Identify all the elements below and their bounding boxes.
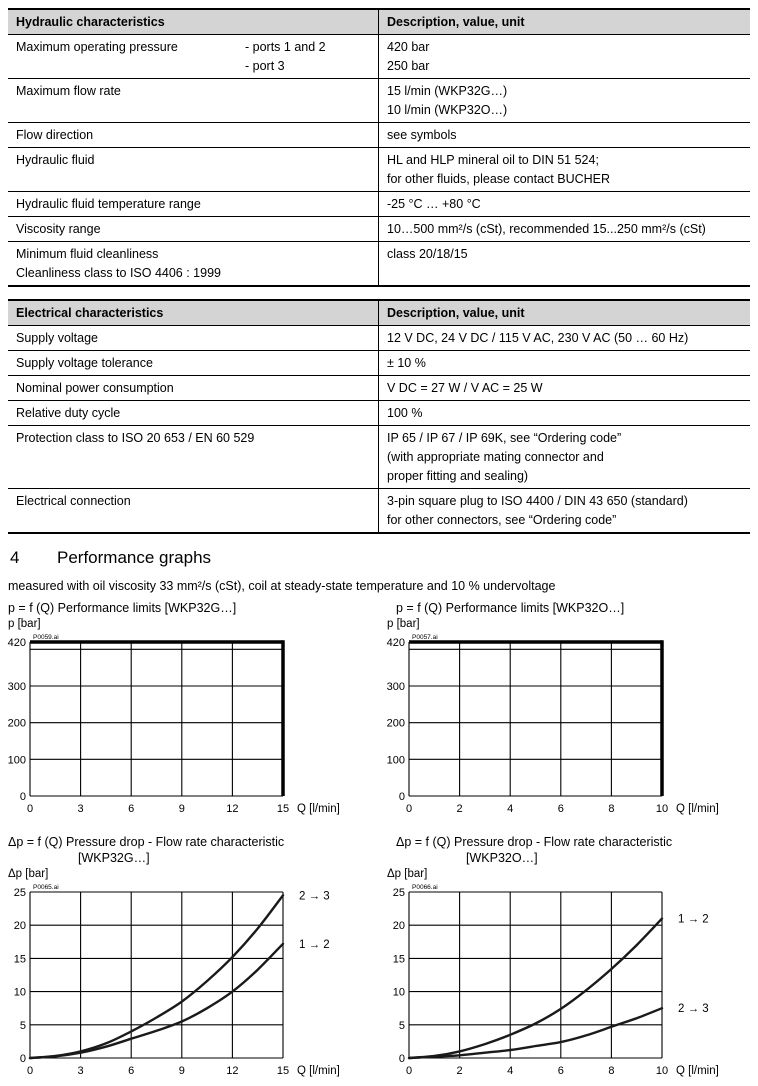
cell-line: Description, value, unit bbox=[387, 305, 525, 320]
y-tick-label: 15 bbox=[13, 953, 26, 966]
x-tick-label: 12 bbox=[226, 1065, 239, 1077]
row-label bbox=[8, 351, 378, 375]
hydraulic-characteristics-table bbox=[8, 8, 750, 287]
row-label bbox=[8, 123, 378, 147]
cell-line: class 20/18/15 bbox=[387, 246, 468, 261]
x-tick-label: 2 bbox=[456, 1065, 463, 1077]
y-tick-label: 100 bbox=[7, 754, 26, 767]
x-tick-label: 8 bbox=[608, 803, 615, 815]
cell-line: HL and HLP mineral oil to DIN 51 524; bbox=[387, 152, 599, 167]
x-tick-label: 2 bbox=[456, 803, 463, 815]
row-value bbox=[378, 123, 750, 147]
y-tick-label: 5 bbox=[398, 1019, 405, 1032]
cell-line: - ports 1 and 2 bbox=[245, 39, 326, 54]
section-number: 4 bbox=[10, 548, 20, 567]
x-tick-label: 8 bbox=[608, 1065, 615, 1077]
chart-title: Δp = f (Q) Pressure drop - Flow rate characteristic [WKP32G…] bbox=[8, 835, 285, 865]
x-tick-label: 3 bbox=[77, 1065, 84, 1077]
table-row bbox=[8, 34, 750, 78]
row-value bbox=[378, 217, 750, 241]
chart-canvas bbox=[0, 616, 379, 824]
table-row bbox=[8, 375, 750, 400]
x-tick-label: 3 bbox=[77, 803, 84, 815]
table-header-row bbox=[8, 10, 750, 34]
pressure-drop-wkp32g bbox=[0, 866, 379, 1086]
cell-line: Electrical connection bbox=[16, 493, 131, 508]
flow-curve bbox=[30, 944, 283, 1058]
y-tick-label: 20 bbox=[392, 920, 405, 933]
y-tick-label: 200 bbox=[7, 717, 26, 730]
watermark-label: P0065.ai bbox=[33, 884, 59, 891]
row-value bbox=[378, 242, 750, 285]
y-tick-label: 15 bbox=[392, 953, 405, 966]
curve-label: 1 → 2 bbox=[299, 938, 330, 951]
x-tick-label: 0 bbox=[26, 803, 34, 815]
table-header-value bbox=[378, 301, 750, 325]
watermark-label: P0059.ai bbox=[33, 634, 59, 641]
performance-limits-wkp32o bbox=[379, 616, 758, 824]
table-row bbox=[8, 350, 750, 375]
cell-line: 10…500 mm²/s (cSt), recommended 15...250 mm²/s (cSt) bbox=[387, 221, 706, 236]
cell-line: for other connectors, see “Ordering code” bbox=[387, 512, 617, 527]
cell-line: V DC = 27 W / V AC = 25 W bbox=[387, 380, 543, 395]
x-tick-label: 10 bbox=[655, 803, 669, 815]
table-row bbox=[8, 325, 750, 350]
cell-line: proper fitting and sealing) bbox=[387, 468, 529, 483]
chart-pressure-drop-wkp32g bbox=[0, 834, 379, 1086]
cell-line: Maximum flow rate bbox=[16, 83, 121, 98]
row-label bbox=[8, 489, 378, 532]
x-tick-label: 0 bbox=[405, 803, 413, 815]
y-axis-label: Δp [bar] bbox=[387, 868, 428, 880]
x-tick-label: 9 bbox=[178, 1065, 185, 1077]
watermark-label: P0057.ai bbox=[412, 634, 438, 641]
table-row bbox=[8, 488, 750, 532]
x-tick-label: 4 bbox=[507, 1065, 514, 1077]
section-title: Performance graphs bbox=[57, 548, 212, 567]
row-label bbox=[8, 148, 378, 191]
row-value bbox=[378, 426, 750, 488]
curve-label: 1 → 2 bbox=[678, 913, 709, 926]
y-axis-label: p [bar] bbox=[8, 618, 41, 630]
cell-line: 3-pin square plug to ISO 4400 / DIN 43 650 (standard) bbox=[387, 493, 688, 508]
table-row bbox=[8, 241, 750, 285]
y-tick-label: 0 bbox=[398, 1053, 405, 1065]
y-tick-label: 420 bbox=[386, 637, 405, 649]
cell-line: Protection class to ISO 20 653 / EN 60 529 bbox=[16, 430, 255, 445]
y-tick-label: 420 bbox=[7, 637, 26, 649]
table-row bbox=[8, 425, 750, 488]
row-label bbox=[8, 79, 378, 122]
x-tick-label: 15 bbox=[276, 803, 290, 815]
cell-line: Hydraulic fluid bbox=[16, 152, 95, 167]
row-value bbox=[378, 489, 750, 532]
y-tick-label: 0 bbox=[398, 791, 405, 803]
watermark-label: P0066.ai bbox=[412, 884, 438, 891]
y-tick-label: 25 bbox=[392, 887, 405, 899]
cell-line: Supply voltage bbox=[16, 330, 99, 345]
cell-line: Relative duty cycle bbox=[16, 405, 121, 420]
cell-line: 10 l/min (WKP32O…) bbox=[387, 102, 508, 117]
table-header-label bbox=[8, 301, 378, 325]
x-tick-label: 6 bbox=[128, 803, 135, 815]
chart-performance-limits-wkp32g bbox=[0, 600, 379, 824]
cell-line: 12 V DC, 24 V DC / 115 V AC, 230 V AC (50 … 60 Hz) bbox=[387, 330, 689, 345]
row-label bbox=[8, 217, 378, 241]
chart-pressure-drop-wkp32o bbox=[379, 834, 758, 1086]
cell-line: Flow direction bbox=[16, 127, 94, 142]
cell-line: Viscosity range bbox=[16, 221, 101, 236]
table-header-value bbox=[378, 10, 750, 34]
row-label bbox=[8, 326, 378, 350]
cell-line: Electrical characteristics bbox=[16, 305, 164, 320]
curve-label: 2 → 3 bbox=[299, 890, 330, 903]
cell-line: Supply voltage tolerance bbox=[16, 355, 153, 370]
x-axis-label: Q [l/min] bbox=[297, 803, 340, 815]
cell-line: (with appropriate mating connector and bbox=[387, 449, 604, 464]
y-tick-label: 200 bbox=[386, 717, 405, 730]
table-row bbox=[8, 122, 750, 147]
y-tick-label: 25 bbox=[13, 887, 26, 899]
y-tick-label: 10 bbox=[13, 986, 26, 999]
electrical-characteristics-table bbox=[8, 299, 750, 534]
chart-title: p = f (Q) Performance limits [WKP32G…] bbox=[8, 601, 237, 615]
charts-grid bbox=[0, 600, 758, 1086]
cell-line: Cleanliness class to ISO 4406 : 1999 bbox=[16, 265, 221, 280]
measurement-conditions-note: measured with oil viscosity 33 mm²/s (cSt), coil at steady-state temperature and 10 % undervoltage bbox=[8, 579, 556, 593]
performance-limits-wkp32g bbox=[0, 616, 379, 824]
row-value bbox=[378, 79, 750, 122]
x-axis-label: Q [l/min] bbox=[297, 1065, 340, 1077]
curve-label: 2 → 3 bbox=[678, 1003, 709, 1016]
x-tick-label: 10 bbox=[655, 1065, 669, 1077]
y-axis-label: p [bar] bbox=[387, 618, 420, 630]
x-tick-label: 6 bbox=[557, 803, 564, 815]
cell-line: 420 bar bbox=[387, 39, 430, 54]
cell-line: Minimum fluid cleanliness bbox=[16, 246, 159, 261]
table-row bbox=[8, 147, 750, 191]
cell-line: Hydraulic fluid temperature range bbox=[16, 196, 201, 211]
y-tick-label: 20 bbox=[13, 920, 26, 933]
chart-title: Δp = f (Q) Pressure drop - Flow rate characteristic [WKP32O…] bbox=[396, 835, 673, 865]
row-label-sub bbox=[245, 38, 370, 76]
table-row bbox=[8, 78, 750, 122]
table-row bbox=[8, 191, 750, 216]
cell-line: for other fluids, please contact BUCHER bbox=[387, 171, 611, 186]
x-tick-label: 6 bbox=[128, 1065, 135, 1077]
row-label bbox=[8, 426, 378, 488]
y-tick-label: 0 bbox=[19, 791, 26, 803]
cell-line: see symbols bbox=[387, 127, 457, 142]
x-tick-label: 9 bbox=[178, 803, 185, 815]
y-tick-label: 100 bbox=[386, 754, 405, 767]
cell-line: Description, value, unit bbox=[387, 14, 525, 29]
flow-curve bbox=[409, 919, 662, 1058]
row-value bbox=[378, 326, 750, 350]
x-tick-label: 4 bbox=[507, 803, 514, 815]
cell-line: 15 l/min (WKP32G…) bbox=[387, 83, 508, 98]
cell-line: - port 3 bbox=[245, 58, 285, 73]
y-axis-label: Δp [bar] bbox=[8, 868, 49, 880]
y-tick-label: 5 bbox=[19, 1019, 26, 1032]
table-header-row bbox=[8, 301, 750, 325]
x-axis-label: Q [l/min] bbox=[676, 1065, 719, 1077]
x-tick-label: 0 bbox=[405, 1065, 413, 1077]
table-header-label bbox=[8, 10, 378, 34]
chart-canvas bbox=[379, 616, 758, 824]
y-tick-label: 300 bbox=[386, 681, 405, 693]
section-heading bbox=[10, 546, 750, 570]
chart-title: p = f (Q) Performance limits [WKP32O…] bbox=[396, 601, 625, 615]
table-row bbox=[8, 400, 750, 425]
cell-line: -25 °C … +80 °C bbox=[387, 196, 481, 211]
table-row bbox=[8, 216, 750, 241]
row-value bbox=[378, 148, 750, 191]
chart-canvas bbox=[379, 866, 758, 1086]
y-tick-label: 300 bbox=[7, 681, 26, 693]
cell-line: Nominal power consumption bbox=[16, 380, 174, 395]
row-label bbox=[8, 401, 378, 425]
row-label bbox=[8, 376, 378, 400]
chart-canvas bbox=[0, 866, 379, 1086]
cell-line: 100 % bbox=[387, 405, 423, 420]
cell-line: ± 10 % bbox=[387, 355, 426, 370]
row-value bbox=[378, 376, 750, 400]
x-tick-label: 15 bbox=[276, 1065, 290, 1077]
row-value bbox=[378, 351, 750, 375]
row-value bbox=[378, 192, 750, 216]
y-tick-label: 0 bbox=[19, 1053, 26, 1065]
row-label bbox=[8, 192, 378, 216]
row-label-text bbox=[16, 38, 245, 76]
flow-curve bbox=[30, 895, 283, 1058]
x-tick-label: 0 bbox=[26, 1065, 34, 1077]
row-value bbox=[378, 35, 750, 78]
cell-line: IP 65 / IP 67 / IP 69K, see “Ordering code” bbox=[387, 430, 622, 445]
y-tick-label: 10 bbox=[392, 986, 405, 999]
cell-line: Maximum operating pressure bbox=[16, 39, 178, 54]
x-tick-label: 6 bbox=[557, 1065, 564, 1077]
pressure-drop-wkp32o bbox=[379, 866, 758, 1086]
row-value bbox=[378, 401, 750, 425]
chart-performance-limits-wkp32o bbox=[379, 600, 758, 824]
x-tick-label: 12 bbox=[226, 803, 239, 815]
cell-line: Hydraulic characteristics bbox=[16, 14, 165, 29]
x-axis-label: Q [l/min] bbox=[676, 803, 719, 815]
row-label bbox=[8, 242, 378, 285]
row-label bbox=[8, 35, 378, 78]
cell-line: 250 bar bbox=[387, 58, 430, 73]
flow-curve bbox=[409, 1008, 662, 1058]
